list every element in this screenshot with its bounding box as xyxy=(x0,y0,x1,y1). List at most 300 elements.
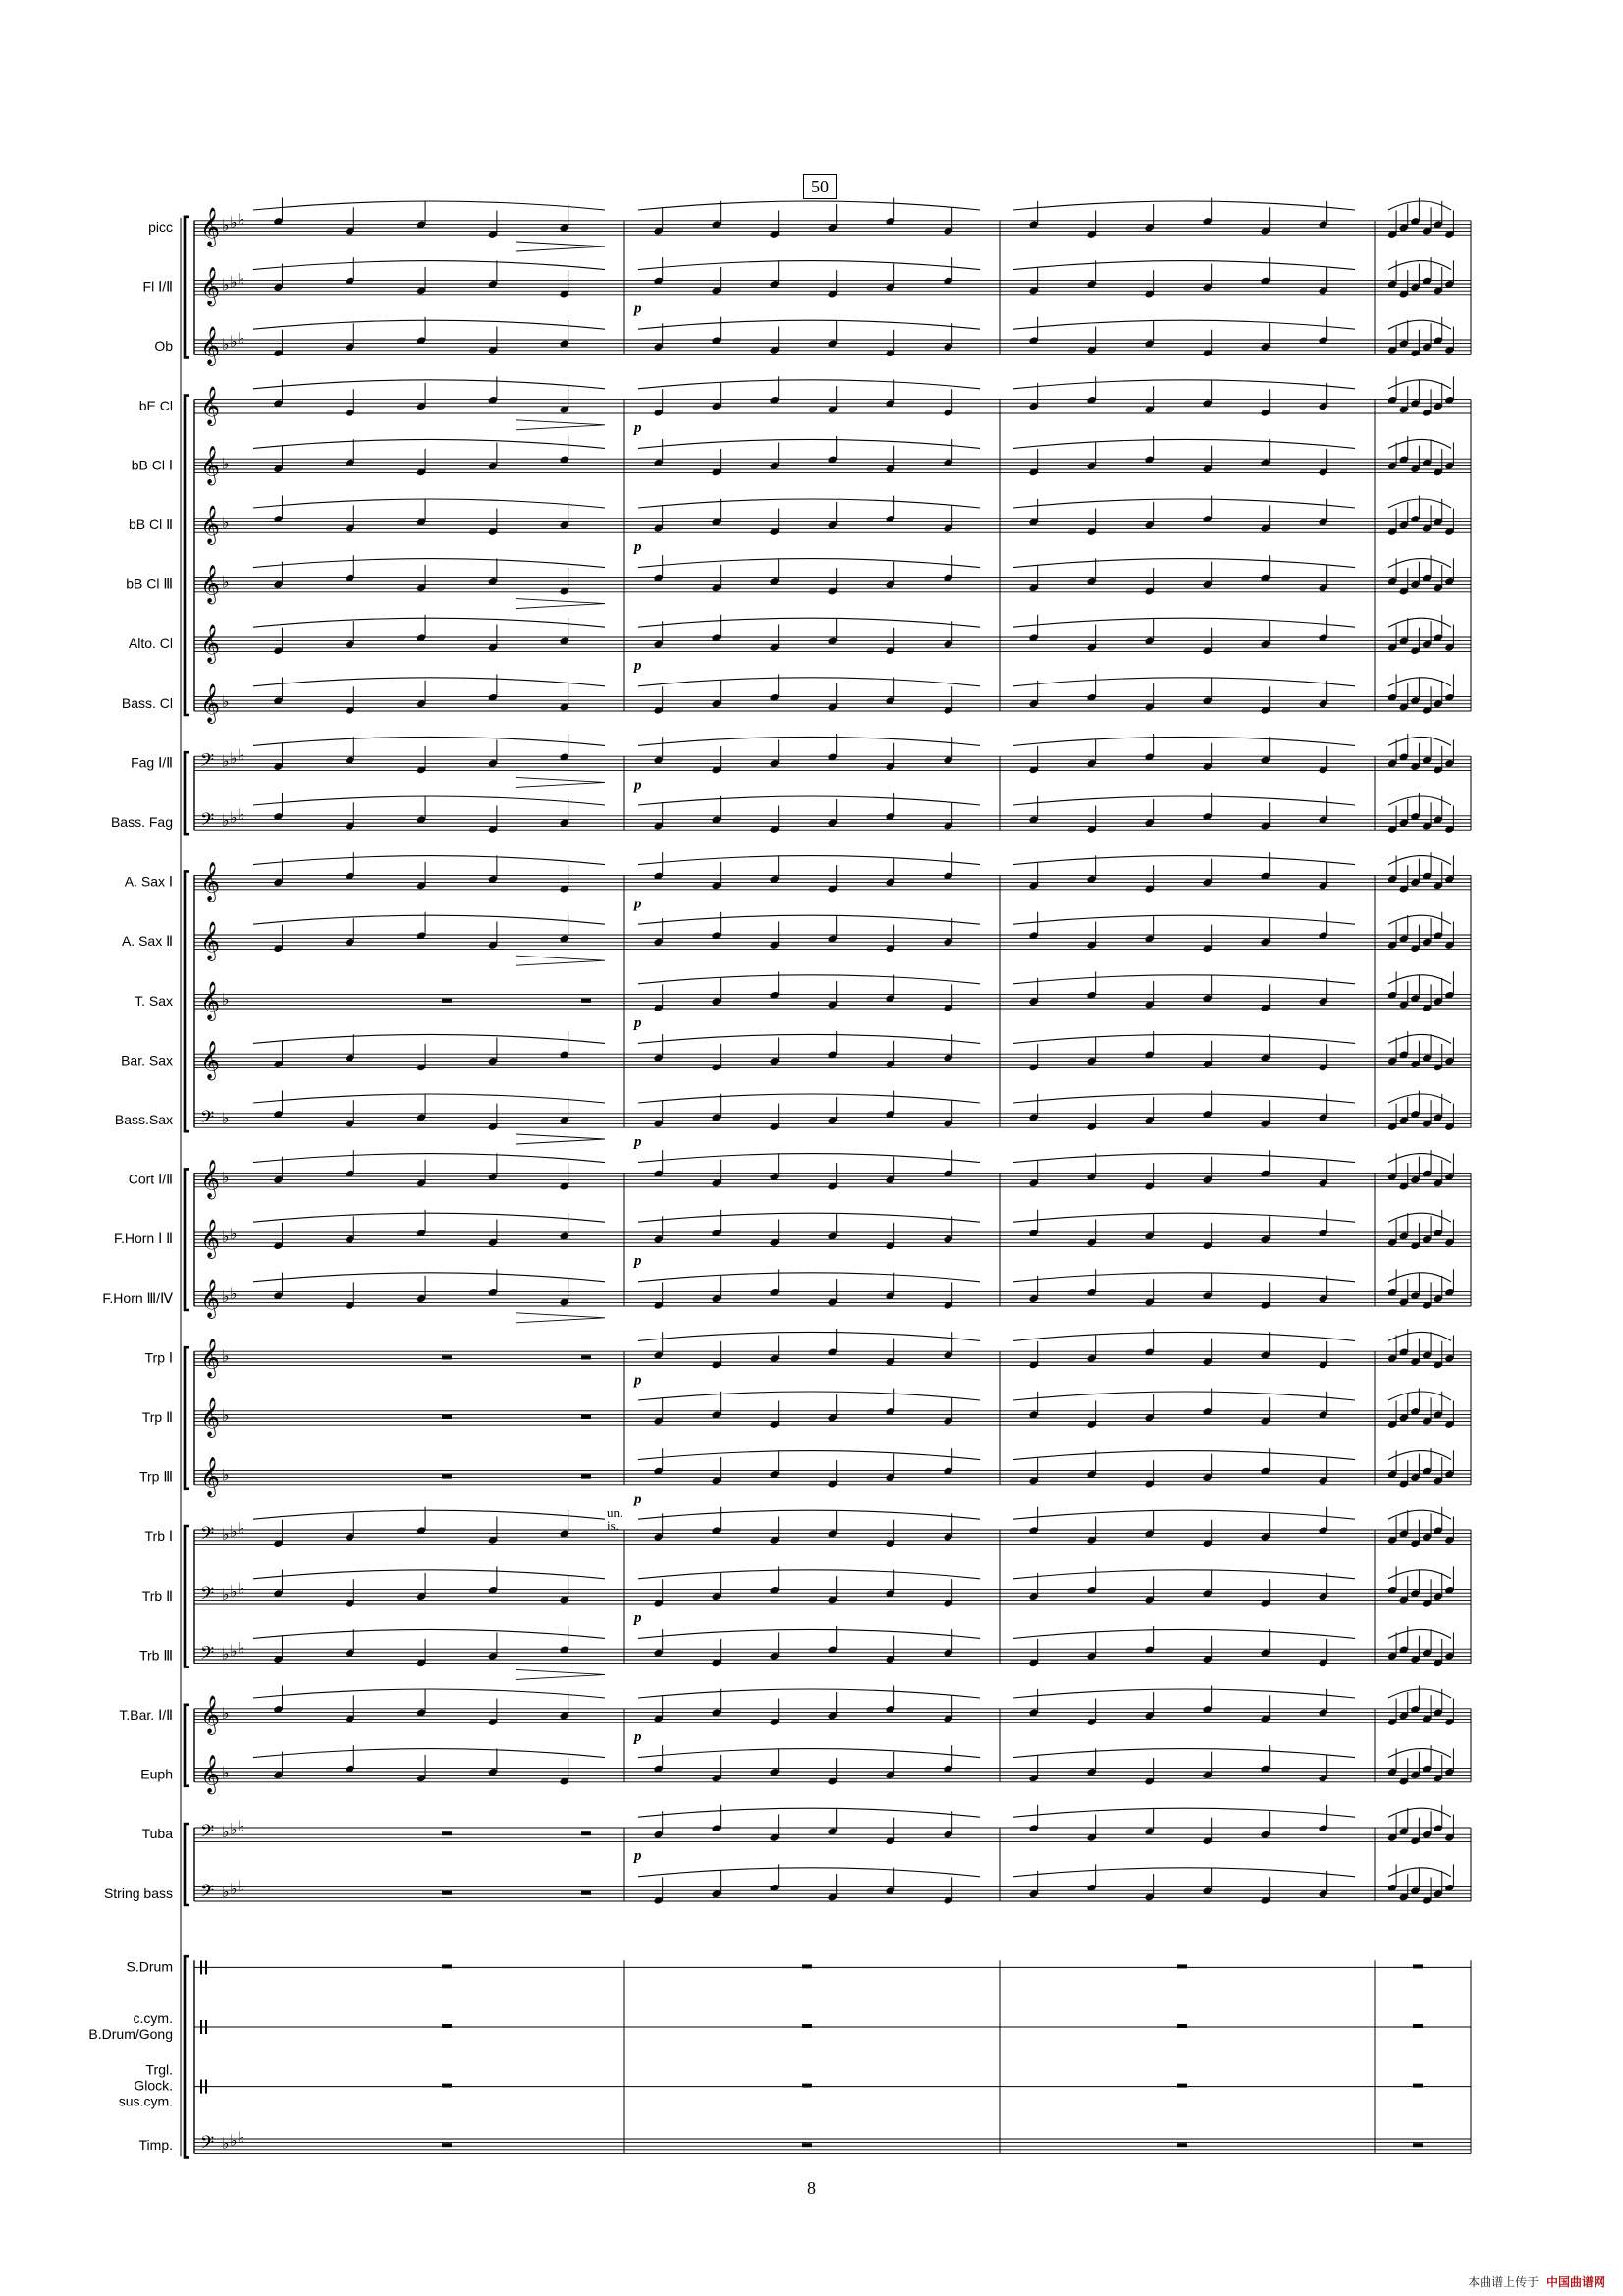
staff-10 xyxy=(111,793,1471,834)
slur xyxy=(1013,499,1355,508)
slur xyxy=(638,1868,980,1877)
flat-icon: ♭ xyxy=(230,2133,238,2151)
dynamic-mark: p xyxy=(634,1134,642,1150)
flat-icon: ♭ xyxy=(238,1640,245,1658)
bass-clef-icon: 𝄢 xyxy=(200,1880,215,1905)
treble-clef-icon: 𝄞 xyxy=(200,1697,221,1733)
whole-rest xyxy=(1413,1964,1423,1968)
slur xyxy=(1013,1094,1355,1103)
whole-rest xyxy=(442,1415,452,1419)
staff-3 xyxy=(139,376,1471,435)
whole-rest xyxy=(442,1355,452,1359)
treble-clef-icon: 𝄞 xyxy=(200,863,221,901)
slur xyxy=(638,559,980,568)
slur xyxy=(1013,1629,1355,1638)
whole-rest xyxy=(1177,2143,1187,2147)
staff-7 xyxy=(129,615,1471,674)
decrescendo-hairpin xyxy=(516,1134,605,1144)
slur xyxy=(638,201,980,210)
staff-25 xyxy=(119,1686,1471,1745)
staff-label: bB Cl Ⅰ xyxy=(131,457,173,473)
slur xyxy=(638,1689,980,1698)
whole-rest xyxy=(442,1475,452,1479)
slur xyxy=(253,320,605,329)
decrescendo-hairpin xyxy=(516,777,605,787)
slur xyxy=(253,201,605,210)
staff-label: Cort Ⅰ/Ⅱ xyxy=(128,1171,173,1187)
slur xyxy=(1013,1868,1355,1877)
dynamic-mark: p xyxy=(634,896,642,912)
staff-19 xyxy=(145,1329,1472,1388)
slur xyxy=(1013,559,1355,568)
slur xyxy=(1013,737,1355,745)
decrescendo-hairpin xyxy=(516,956,605,965)
group-bracket xyxy=(185,752,189,834)
treble-clef-icon: 𝄞 xyxy=(200,923,221,960)
percussion-clef-icon xyxy=(200,2080,202,2094)
slur xyxy=(638,1213,980,1222)
flat-icon: ♭ xyxy=(222,1111,230,1127)
staff-label: c.cym. B.Drum/Gong xyxy=(88,2010,173,2042)
staff-label: Alto. Cl xyxy=(128,635,173,652)
slur xyxy=(638,1629,980,1638)
slur xyxy=(253,1510,605,1519)
flat-icon: ♭ xyxy=(230,1583,238,1601)
slur xyxy=(638,1749,980,1758)
staff-label: T.Bar. Ⅰ/Ⅱ xyxy=(119,1707,173,1722)
slur xyxy=(638,737,980,745)
slur xyxy=(1013,856,1355,865)
dynamic-mark: p xyxy=(634,1848,642,1865)
staff-label: Bar. Sax xyxy=(121,1052,173,1068)
slur xyxy=(253,380,605,389)
slur xyxy=(253,1213,605,1222)
flat-icon: ♭ xyxy=(222,1825,230,1842)
staff-11 xyxy=(125,852,1471,911)
slur xyxy=(1013,320,1355,329)
slur xyxy=(1013,1451,1355,1460)
staff-0 xyxy=(148,198,1471,251)
slur xyxy=(638,439,980,448)
staff-22 xyxy=(145,1507,1472,1548)
whole-rest xyxy=(442,2143,452,2147)
slur xyxy=(1013,796,1355,805)
treble-clef-icon: 𝄞 xyxy=(200,268,221,305)
flat-icon: ♭ xyxy=(230,1285,238,1303)
flat-icon: ♭ xyxy=(238,1580,245,1598)
staff-label: Trp Ⅲ xyxy=(138,1468,173,1485)
slur xyxy=(638,1510,980,1519)
decrescendo-hairpin xyxy=(516,1313,605,1323)
flat-icon: ♭ xyxy=(222,753,230,771)
staff-label: Trb Ⅰ xyxy=(144,1528,173,1545)
flat-icon: ♭ xyxy=(222,813,230,830)
slur xyxy=(1013,975,1355,984)
staff-label: Fl Ⅰ/Ⅱ xyxy=(142,278,173,295)
flat-icon: ♭ xyxy=(230,810,238,827)
slur xyxy=(1013,1808,1355,1817)
whole-rest xyxy=(1413,2143,1423,2147)
flat-icon: ♭ xyxy=(222,277,230,295)
flat-icon: ♭ xyxy=(222,574,230,592)
staff-4 xyxy=(132,436,1471,485)
slur xyxy=(253,1629,605,1638)
slur xyxy=(253,559,605,568)
slur xyxy=(253,1749,605,1758)
slur xyxy=(253,1154,605,1163)
staff-label: Euph xyxy=(140,1766,173,1782)
slur xyxy=(253,261,605,270)
slur xyxy=(1388,1034,1451,1043)
group-bracket xyxy=(185,396,189,715)
slur xyxy=(253,915,605,924)
flat-icon: ♭ xyxy=(238,2130,245,2148)
group-bracket xyxy=(185,1956,189,2157)
treble-clef-icon: 𝄞 xyxy=(200,566,221,603)
group-bracket xyxy=(185,217,189,358)
slur xyxy=(1013,915,1355,924)
staff-5 xyxy=(129,496,1471,555)
slur xyxy=(638,320,980,329)
flat-icon: ♭ xyxy=(238,1819,245,1836)
dynamic-mark: p xyxy=(634,419,642,436)
watermark-prefix: 本曲谱上传于 xyxy=(1468,2275,1540,2289)
staff-label: Timp. xyxy=(138,2137,173,2154)
dynamic-mark: p xyxy=(634,1729,642,1745)
staff-label: bE Cl xyxy=(138,397,173,413)
whole-rest xyxy=(581,1475,591,1479)
slur xyxy=(638,1808,980,1817)
whole-rest xyxy=(442,1891,452,1895)
slur xyxy=(638,380,980,389)
bass-clef-icon: 𝄢 xyxy=(200,749,215,775)
slur xyxy=(253,618,605,627)
watermark-brand: 中国曲谱网 xyxy=(1545,2275,1605,2289)
flat-icon: ♭ xyxy=(238,1521,245,1539)
treble-clef-icon: 𝄞 xyxy=(200,209,221,246)
staff-label: Trb Ⅱ xyxy=(141,1587,173,1604)
group-bracket xyxy=(185,871,189,1131)
flat-icon: ♭ xyxy=(222,991,230,1009)
slur xyxy=(638,796,980,805)
slur xyxy=(1013,1273,1355,1282)
staff-29 xyxy=(127,1958,1471,1974)
flat-icon: ♭ xyxy=(230,274,238,292)
staff-label: Fag Ⅰ/Ⅱ xyxy=(131,754,173,771)
slur xyxy=(253,499,605,508)
whole-rest xyxy=(1177,1964,1187,1968)
slur xyxy=(638,1094,980,1103)
slur xyxy=(638,1451,980,1460)
slur xyxy=(253,1689,605,1698)
rehearsal-mark: 50 xyxy=(803,174,837,199)
slur xyxy=(638,856,980,865)
treble-clef-icon: 𝄞 xyxy=(200,1756,221,1793)
staff-32 xyxy=(139,2130,1471,2157)
whole-rest xyxy=(1413,2024,1423,2028)
treble-clef-icon: 𝄞 xyxy=(200,507,221,543)
slur xyxy=(638,618,980,627)
flat-icon: ♭ xyxy=(238,807,245,824)
flat-icon: ♭ xyxy=(222,693,230,711)
staff-21 xyxy=(139,1448,1471,1506)
slur xyxy=(253,439,605,448)
slur xyxy=(638,1392,980,1400)
staff-16 xyxy=(129,1150,1471,1199)
dynamic-mark: p xyxy=(634,1372,642,1389)
dynamic-mark: p xyxy=(634,658,642,675)
whole-rest xyxy=(442,2084,452,2088)
staff-label: bB Cl Ⅱ xyxy=(128,517,173,532)
whole-rest xyxy=(581,1355,591,1359)
flat-icon: ♭ xyxy=(222,1706,230,1722)
flat-icon: ♭ xyxy=(230,334,238,352)
treble-clef-icon: 𝄞 xyxy=(200,684,221,722)
slur xyxy=(638,1570,980,1579)
flat-icon: ♭ xyxy=(222,1884,230,1901)
watermark xyxy=(1468,2273,1605,2290)
slur xyxy=(638,975,980,984)
staff-20 xyxy=(142,1389,1471,1438)
whole-rest xyxy=(581,1831,591,1835)
staff-30 xyxy=(88,2010,1471,2042)
flat-icon: ♭ xyxy=(222,1230,230,1247)
treble-clef-icon: 𝄞 xyxy=(200,328,221,365)
staff-26 xyxy=(140,1745,1471,1794)
flat-icon: ♭ xyxy=(230,750,238,768)
staff-label: Ob xyxy=(154,338,173,355)
staff-label: picc xyxy=(148,219,173,235)
slur xyxy=(638,1154,980,1163)
bass-clef-icon: 𝄢 xyxy=(200,1582,215,1608)
staff-27 xyxy=(142,1805,1471,1864)
unison-annotation: un. is. xyxy=(607,1505,623,1534)
slur xyxy=(253,1273,605,1282)
slur xyxy=(1013,1332,1355,1340)
dynamic-mark: p xyxy=(634,1253,642,1270)
slur xyxy=(253,856,605,865)
bass-clef-icon: 𝄢 xyxy=(200,1821,215,1846)
slur xyxy=(638,499,980,508)
treble-clef-icon: 𝄞 xyxy=(200,1042,221,1079)
staff-label: String bass xyxy=(103,1885,173,1901)
flat-icon: ♭ xyxy=(238,331,245,349)
slur xyxy=(1013,678,1355,686)
bass-clef-icon: 𝄢 xyxy=(200,1642,215,1667)
bass-clef-icon: 𝄢 xyxy=(200,2132,215,2158)
decrescendo-hairpin xyxy=(516,599,605,609)
treble-clef-icon: 𝄞 xyxy=(200,1399,221,1436)
slur xyxy=(638,261,980,270)
slur xyxy=(253,737,605,745)
flat-icon: ♭ xyxy=(238,747,245,765)
slur xyxy=(1388,1629,1451,1638)
page-number: 8 xyxy=(807,2178,816,2198)
slur xyxy=(1013,1034,1355,1043)
flat-icon: ♭ xyxy=(230,1524,238,1542)
staff-14 xyxy=(121,1031,1471,1080)
slur xyxy=(1388,1332,1451,1340)
slur xyxy=(1013,439,1355,448)
slur xyxy=(253,1034,605,1043)
dynamic-mark: p xyxy=(634,539,642,555)
staff-23 xyxy=(142,1566,1471,1625)
slur xyxy=(1013,618,1355,627)
flat-icon: ♭ xyxy=(222,1646,230,1664)
whole-rest xyxy=(802,2084,812,2088)
group-bracket xyxy=(185,1347,189,1489)
staff-24 xyxy=(139,1626,1471,1679)
staff-label: bB Cl Ⅲ xyxy=(126,575,173,592)
slur xyxy=(253,1094,605,1103)
whole-rest xyxy=(802,1964,812,1968)
staff-2 xyxy=(154,317,1471,366)
staff-12 xyxy=(122,912,1471,965)
flat-icon: ♭ xyxy=(222,1467,230,1485)
slur xyxy=(1388,737,1451,745)
flat-icon: ♭ xyxy=(230,1227,238,1244)
decrescendo-hairpin xyxy=(516,420,605,430)
whole-rest xyxy=(581,1415,591,1419)
whole-rest xyxy=(442,999,452,1003)
whole-rest xyxy=(442,2024,452,2028)
flat-icon: ♭ xyxy=(230,215,238,232)
flat-icon: ♭ xyxy=(222,516,230,532)
staff-8 xyxy=(122,674,1471,723)
staff-13 xyxy=(135,971,1471,1030)
flat-icon: ♭ xyxy=(222,1586,230,1604)
slur xyxy=(638,678,980,686)
flat-icon: ♭ xyxy=(222,1170,230,1187)
whole-rest xyxy=(1177,2024,1187,2028)
staff-label: Trp Ⅰ xyxy=(144,1349,173,1366)
whole-rest xyxy=(442,1831,452,1835)
slur xyxy=(638,1332,980,1340)
whole-rest xyxy=(802,2143,812,2147)
staff-label: Trgl. Glock. sus.cym. xyxy=(118,2061,173,2109)
slur xyxy=(1013,1213,1355,1222)
treble-clef-icon: 𝄞 xyxy=(200,626,221,663)
flat-icon: ♭ xyxy=(238,1878,245,1895)
treble-clef-icon: 𝄞 xyxy=(200,387,221,424)
staff-18 xyxy=(102,1269,1471,1322)
percussion-clef-icon xyxy=(200,2020,202,2034)
slur xyxy=(1013,1510,1355,1519)
flat-icon: ♭ xyxy=(238,271,245,289)
bass-clef-icon: 𝄢 xyxy=(200,1107,215,1131)
flat-icon: ♭ xyxy=(238,212,245,229)
slur xyxy=(1013,380,1355,389)
treble-clef-icon: 𝄞 xyxy=(200,1280,221,1317)
whole-rest xyxy=(802,2024,812,2028)
flat-icon: ♭ xyxy=(222,1288,230,1306)
staff-17 xyxy=(114,1210,1471,1269)
staff-label: F.Horn Ⅰ Ⅱ xyxy=(113,1230,173,1247)
flat-icon: ♭ xyxy=(222,218,230,235)
treble-clef-icon: 𝄞 xyxy=(200,982,221,1019)
flat-icon: ♭ xyxy=(222,1527,230,1545)
whole-rest xyxy=(1177,2084,1187,2088)
dynamic-mark: p xyxy=(634,1491,642,1507)
flat-icon: ♭ xyxy=(222,337,230,355)
staff-label: A. Sax Ⅰ xyxy=(124,873,173,890)
staff-label: Bass. Fag xyxy=(110,814,173,830)
whole-rest xyxy=(581,1891,591,1895)
slur xyxy=(1013,1392,1355,1400)
flat-icon: ♭ xyxy=(222,1408,230,1425)
dynamic-mark: p xyxy=(634,1610,642,1626)
dynamic-mark: p xyxy=(634,1014,642,1031)
slur xyxy=(1388,439,1451,448)
staff-label: Bass.Sax xyxy=(114,1112,173,1127)
slur xyxy=(1013,1570,1355,1579)
staff-15 xyxy=(115,1091,1471,1150)
staff-label: A. Sax Ⅱ xyxy=(121,933,173,950)
flat-icon: ♭ xyxy=(222,2136,230,2154)
group-bracket xyxy=(185,1824,189,1905)
treble-clef-icon: 𝄞 xyxy=(200,1339,221,1377)
staff-1 xyxy=(143,257,1471,316)
staff-label: T. Sax xyxy=(135,992,173,1009)
staff-9 xyxy=(131,734,1471,793)
slur xyxy=(1013,201,1355,210)
whole-rest xyxy=(581,999,591,1003)
decrescendo-hairpin xyxy=(516,242,605,251)
flat-icon: ♭ xyxy=(222,1765,230,1782)
decrescendo-hairpin xyxy=(516,1669,605,1679)
staff-28 xyxy=(104,1864,1471,1904)
treble-clef-icon: 𝄞 xyxy=(200,1458,221,1496)
group-bracket xyxy=(185,1169,189,1310)
slur xyxy=(638,915,980,924)
treble-clef-icon: 𝄞 xyxy=(200,447,221,484)
treble-clef-icon: 𝄞 xyxy=(200,1221,221,1258)
slur xyxy=(253,678,605,686)
slur xyxy=(1013,1689,1355,1698)
bass-clef-icon: 𝄢 xyxy=(200,1523,215,1549)
percussion-clef-icon xyxy=(200,1960,202,1974)
slur xyxy=(638,1034,980,1043)
group-bracket xyxy=(185,1526,189,1667)
slur xyxy=(253,1570,605,1579)
whole-rest xyxy=(1413,2084,1423,2088)
slur xyxy=(1013,261,1355,270)
bass-clef-icon: 𝄢 xyxy=(200,809,215,834)
treble-clef-icon: 𝄞 xyxy=(200,1161,221,1198)
staff-6 xyxy=(126,555,1471,608)
flat-icon: ♭ xyxy=(222,1348,230,1366)
slur xyxy=(253,796,605,805)
staff-label: Bass. Cl xyxy=(121,694,173,711)
staff-label: Tuba xyxy=(141,1826,173,1842)
staff-label: Trp Ⅱ xyxy=(141,1409,173,1425)
whole-rest xyxy=(442,1964,452,1968)
flat-icon: ♭ xyxy=(222,456,230,473)
slur xyxy=(1013,1154,1355,1163)
staff-label: F.Horn Ⅲ/Ⅳ xyxy=(102,1289,173,1306)
slur xyxy=(638,1273,980,1282)
staff-label: Trb Ⅲ xyxy=(138,1647,173,1664)
group-bracket xyxy=(185,1705,189,1786)
flat-icon: ♭ xyxy=(230,1643,238,1661)
slur xyxy=(1013,1749,1355,1758)
staff-31 xyxy=(119,2062,1471,2109)
staff-label: S.Drum xyxy=(126,1958,173,1975)
flat-icon: ♭ xyxy=(230,1822,238,1839)
flat-icon: ♭ xyxy=(230,1881,238,1898)
dynamic-mark: p xyxy=(634,301,642,317)
dynamic-mark: p xyxy=(634,777,642,793)
